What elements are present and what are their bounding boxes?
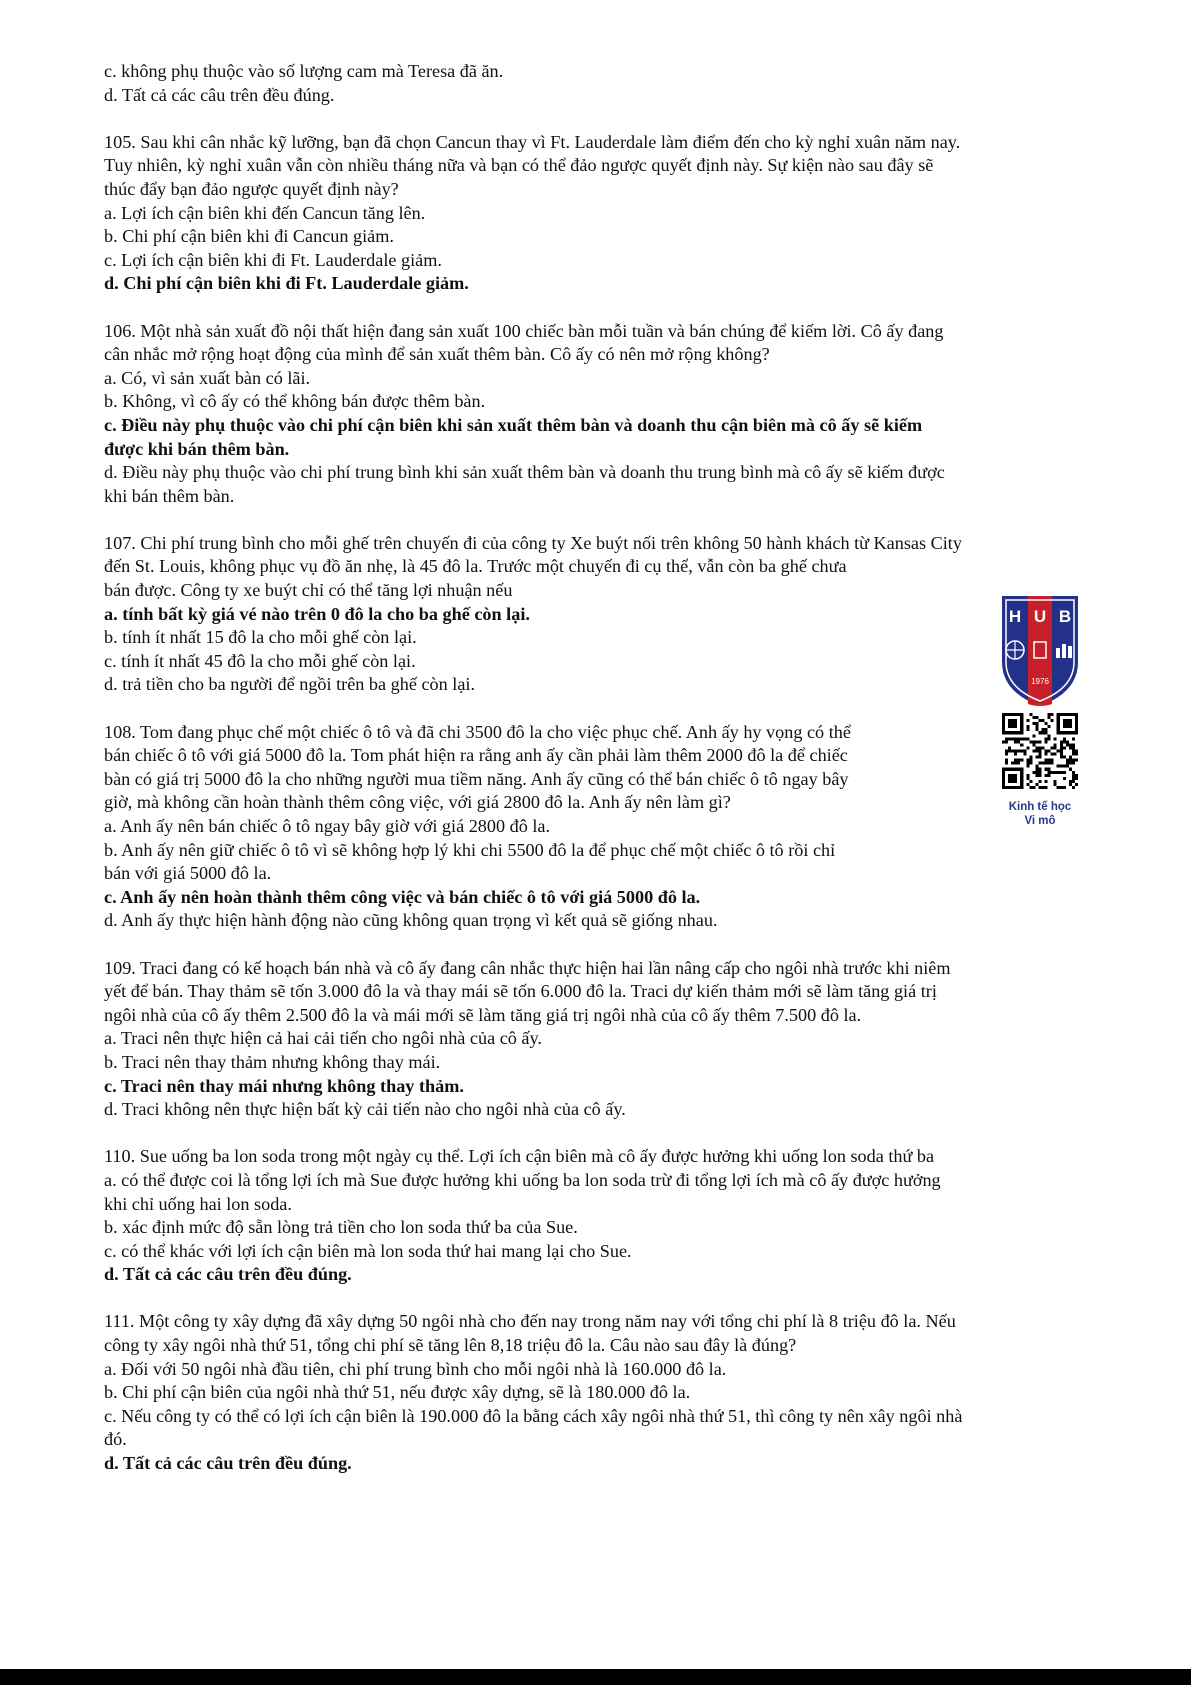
qr-caption-line: Kinh tế học: [1008, 801, 1072, 813]
text-line: a. Đối với 50 ngôi nhà đầu tiên, chi phí trung bình cho mỗi ngôi nhà là 160.000 đô la.: [104, 1358, 727, 1379]
text-line: b. xác định mức độ sẵn lòng trả tiền cho lon soda thứ ba của Sue.: [104, 1217, 578, 1238]
text-line: b. tính ít nhất 15 đô la cho mỗi ghế còn lại.: [104, 627, 417, 648]
text-line: bán được. Công ty xe buýt chỉ có thể tăng lợi nhuận nếu: [104, 580, 513, 601]
text-line: c. tính ít nhất 45 đô la cho mỗi ghế còn lại.: [104, 650, 416, 671]
page-bottom-bar: [0, 1669, 1191, 1685]
hub-logo: [998, 592, 1082, 708]
answer-line-correct: d. Chi phí cận biên khi đi Ft. Lauderdale giảm.: [104, 273, 469, 294]
text-line: d. Traci không nên thực hiện bất kỳ cải tiến nào cho ngôi nhà của cô ấy.: [104, 1099, 626, 1120]
text-line: d. Anh ấy thực hiện hành động nào cũng không quan trọng vì kết quả sẽ giống nhau.: [104, 910, 718, 931]
answer-line-correct: d. Tất cả các câu trên đều đúng.: [104, 1264, 352, 1285]
answer-line-correct: c. Điều này phụ thuộc vào chi phí cận biên khi sản xuất thêm bàn và doanh thu cận biên mà cô ấy sẽ kiếm: [104, 414, 923, 435]
text-line: b. Không, vì cô ấy có thể không bán được thêm bàn.: [104, 391, 486, 412]
text-line: bán với giá 5000 đô la.: [104, 863, 272, 884]
text-line: c. Lợi ích cận biên khi đi Ft. Lauderdale giảm.: [104, 249, 442, 270]
text-line: 110. Sue uống ba lon soda trong một ngày cụ thể. Lợi ích cận biên mà cô ấy được hưởng khi uống lon soda thứ ba: [104, 1146, 935, 1167]
text-line: 109. Traci đang có kế hoạch bán nhà và cô ấy đang cân nhắc thực hiện hai lần nâng cấp cho ngôi nhà trước khi niêm: [104, 957, 951, 978]
text-line: c. Nếu công ty có thể có lợi ích cận biên là 190.000 đô la bằng cách xây ngôi nhà thứ 51, thì công ty nên xây ngôi nhà: [104, 1405, 963, 1426]
text-line: d. trả tiền cho ba người để ngồi trên ba ghế còn lại.: [104, 674, 475, 695]
text-line: giờ, mà không cần hoàn thành thêm công việc, với giá 2800 đô la. Anh ấy nên làm gì?: [104, 792, 731, 813]
text-line: b. Chi phí cận biên của ngôi nhà thứ 51, nếu được xây dựng, sẽ là 180.000 đô la.: [104, 1382, 691, 1403]
paragraph-gap: [104, 508, 1089, 532]
text-line: cân nhắc mở rộng hoạt động của mình để sản xuất thêm bàn. Cô ấy có nên mở rộng không?: [104, 344, 770, 365]
logo-letter: U: [1033, 607, 1047, 626]
logo-letter: B: [1058, 607, 1072, 626]
answer-line-correct: c. Traci nên thay mái nhưng không thay thảm.: [104, 1075, 464, 1096]
text-line: thúc đẩy bạn đảo ngược quyết định này?: [104, 178, 399, 199]
text-line: ngôi nhà của cô ấy thêm 2.500 đô la và mái mới sẽ làm tăng giá trị ngôi nhà của cô ấy thêm 7.500 đô la.: [104, 1004, 862, 1025]
paragraph-gap: [104, 933, 1089, 957]
text-line: khi chỉ uống hai lon soda.: [104, 1193, 292, 1214]
text-line: 107. Chi phí trung bình cho mỗi ghế trên chuyến đi của công ty Xe buýt nối trên không 50 hành khách từ Kansas City: [104, 532, 962, 553]
logo-letter: H: [1008, 607, 1022, 626]
text-line: a. Có, vì sản xuất bàn có lãi.: [104, 367, 311, 388]
text-line: 111. Một công ty xây dựng đã xây dựng 50 ngôi nhà cho đến nay trong năm nay với tổng chi phí là 8 triệu đô la. Nếu: [104, 1311, 956, 1332]
answer-line-correct: a. tính bất kỳ giá vé nào trên 0 đô la cho ba ghế còn lại.: [104, 603, 530, 624]
text-line: d. Điều này phụ thuộc vào chi phí trung bình khi sản xuất thêm bàn và doanh thu trung bình mà cô ấy sẽ kiếm được: [104, 462, 945, 483]
text-line: b. Chi phí cận biên khi đi Cancun giảm.: [104, 226, 394, 247]
text-line: yết để bán. Thay thảm sẽ tốn 3.000 đô la và thay mái sẽ tốn 6.000 đô la. Traci dự kiến thảm mới sẽ làm tăng giá trị: [104, 981, 937, 1002]
text-line: d. Tất cả các câu trên đều đúng.: [104, 84, 335, 105]
text-line: a. có thể được coi là tổng lợi ích mà Sue được hưởng khi uống ba lon soda trừ đi tổng lợi ích mà cô ấy được hưởng: [104, 1169, 941, 1190]
text-line: khi bán thêm bàn.: [104, 485, 235, 506]
document-text: [104, 60, 1089, 1476]
paragraph-gap: [104, 1122, 1089, 1146]
text-line: 106. Một nhà sản xuất đồ nội thất hiện đang sản xuất 100 chiếc bàn mỗi tuần và bán chúng để kiếm lời. Cô ấy đang: [104, 320, 944, 341]
paragraph-gap: [104, 1287, 1089, 1311]
text-line: c. có thể khác với lợi ích cận biên mà lon soda thứ hai mang lại cho Sue.: [104, 1240, 632, 1261]
text-line: a. Lợi ích cận biên khi đến Cancun tăng lên.: [104, 202, 426, 223]
text-line: b. Traci nên thay thảm nhưng không thay mái.: [104, 1051, 441, 1072]
paragraph-gap: [104, 107, 1089, 131]
text-line: đến St. Louis, không phục vụ đồ ăn nhẹ, là 45 đô la. Trước một chuyến đi cụ thể, vẫn còn ba ghế chưa: [104, 556, 847, 577]
text-line: a. Anh ấy nên bán chiếc ô tô ngay bây giờ với giá 2800 đô la.: [104, 816, 551, 836]
qr-caption-line: Vi mô: [1024, 815, 1056, 827]
paragraph-gap: [104, 296, 1089, 320]
text-line: công ty xây ngôi nhà thứ 51, tổng chi phí sẽ tăng lên 8,18 triệu đô la. Câu nào sau đây là đúng?: [104, 1335, 797, 1356]
answer-line-correct: c. Anh ấy nên hoàn thành thêm công việc và bán chiếc ô tô với giá 5000 đô la.: [104, 886, 701, 907]
text-line: 105. Sau khi cân nhắc kỹ lưỡng, bạn đã chọn Cancun thay vì Ft. Lauderdale làm điểm đến cho kỳ nghỉ xuân năm nay.: [104, 131, 961, 152]
qr-code: [1002, 713, 1078, 789]
text-line: Tuy nhiên, kỳ nghỉ xuân vẫn còn nhiều tháng nữa và bạn có thể đảo ngược quyết định này. Sự kiện nào sau đây sẽ: [104, 155, 934, 176]
text-line: b. Anh ấy nên giữ chiếc ô tô vì sẽ không hợp lý khi chi 5500 đô la để phục chế một chiếc ô tô rồi chỉ: [104, 839, 836, 860]
text-line: bàn có giá trị 5000 đô la cho những người mua tiềm năng. Anh ấy cũng có thể bán chiếc ô tô ngay bây: [104, 768, 849, 789]
text-line: c. không phụ thuộc vào số lượng cam mà Teresa đã ăn.: [104, 61, 504, 81]
text-line: 108. Tom đang phục chế một chiếc ô tô và đã chi 3500 đô la cho việc phục chế. Anh ấy hy vọng có thể: [104, 721, 851, 742]
text-line: a. Traci nên thực hiện cả hai cải tiến cho ngôi nhà của cô ấy.: [104, 1028, 542, 1049]
paragraph-gap: [104, 697, 1089, 721]
answer-line-correct: được khi bán thêm bàn.: [104, 438, 290, 459]
text-line: bán chiếc ô tô với giá 5000 đô la. Tom phát hiện ra rằng anh ấy cần phải làm thêm 2000 đô la để chiếc: [104, 745, 848, 766]
text-line: đó.: [104, 1429, 127, 1450]
qr-caption: [990, 800, 1090, 828]
logo-year: 1976: [1031, 677, 1049, 686]
answer-line-correct: d. Tất cả các câu trên đều đúng.: [104, 1453, 352, 1474]
